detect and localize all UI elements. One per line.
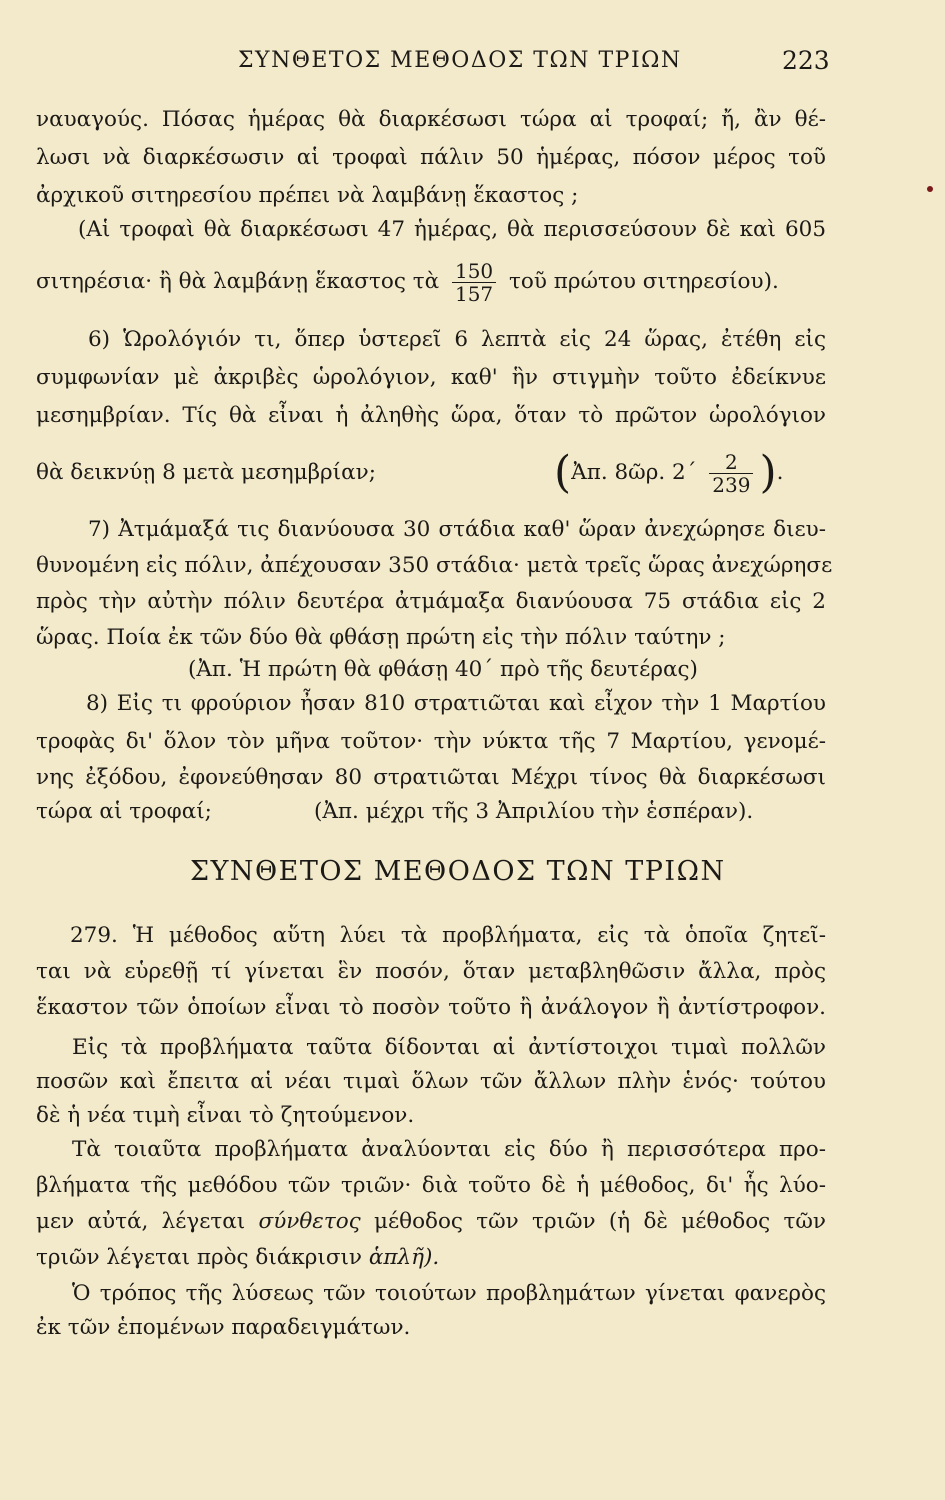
page-number: 223 bbox=[782, 46, 830, 75]
para279-line-3: ἕκαστον τῶν ὁποίων εἶναι τὸ ποσὸν τοῦτο ἢ ἀνάλογον ἢ ἀντίστροφον. bbox=[36, 995, 826, 1020]
ex5-answer-line: (Αἱ τροφαὶ θὰ διαρκέσωσι 47 ἡμέρας, θὰ περισσεύσουν δὲ καὶ 605 bbox=[78, 217, 826, 242]
ex7-line-2: θυνομένη εἰς πόλιν, ἀπέχουσαν 350 στάδια· μετὰ τρεῖς ὥρας ἀνεχώρησε bbox=[36, 553, 833, 578]
para279-line-8: βλήματα τῆς μεθόδου τῶν τριῶν· διὰ τοῦτο δὲ ἡ μέθοδος, δι' ἧς λύο- bbox=[36, 1173, 826, 1198]
section-title: ΣΥΝΘΕΤΟΣ ΜΕΘΟΔΟΣ ΤΩΝ ΤΡΙΩΝ bbox=[190, 856, 726, 887]
ex6-line-3: μεσημβρίαν. Τίς θὰ εἶναι ἡ ἀληθὴς ὥρα, ὅταν τὸ πρῶτον ὡρολόγιον bbox=[36, 403, 826, 428]
ex6-answer: (Ἀπ. 8ῶρ. 2΄ $\frac{2}{239}$ ). bbox=[554, 447, 784, 498]
ex6-line-4 bbox=[36, 448, 826, 498]
ex6-line-2: συμφωνίαν μὲ ἀκριβὲς ὡρολόγιον, καθ' ἣν στιγμὴν τοῦτο ἐδείκνυε bbox=[36, 365, 826, 390]
ink-speck bbox=[927, 186, 933, 192]
term-haple: ἁπλῆ). bbox=[368, 1245, 440, 1270]
ex5-answer-fraction-line bbox=[36, 258, 826, 306]
running-title: ΣΥΝΘΕΤΟΣ ΜΕΘΟΔΟΣ ΤΩΝ ΤΡΙΩΝ bbox=[238, 48, 682, 73]
para279-line-10 bbox=[36, 1244, 826, 1272]
para279-line-10-pre: τριῶν λέγεται πρὸς διάκρισιν bbox=[36, 1245, 362, 1270]
ex8-answer: (Ἀπ. μέχρι τῆς 3 Ἀπριλίου τὴν ἑσπέραν). bbox=[314, 799, 754, 824]
answer-open-paren: ( bbox=[554, 447, 572, 498]
ex7-line-1: 7) Ἀτμάμαξά τις διανύουσα 30 στάδια καθ' ὥραν ἀνεχώρησε διευ- bbox=[88, 517, 826, 542]
ex5-line-1: ναυαγούς. Πόσας ἡμέρας θὰ διαρκέσωσι τώρα αἱ τροφαί; ἤ, ἂν θέ- bbox=[36, 107, 826, 132]
ex7-line-4: ὥρας. Ποία ἐκ τῶν δύο θὰ φθάσῃ πρώτη εἰς τὴν πόλιν ταύτην ; bbox=[36, 625, 726, 650]
para279-line-1-text: Ἡ μέθοδος αὕτη λύει τὰ προβλήματα, εἰς τὰ ὁποῖα ζητεῖ- bbox=[132, 923, 827, 948]
para279-line-9-post: μέθοδος τῶν τριῶν (ἡ δὲ μέθοδος τῶν bbox=[374, 1209, 826, 1234]
fraction-numerator: 2 bbox=[709, 451, 753, 474]
ex6-question-end: θὰ δεικνύῃ 8 μετὰ μεσημβρίαν; bbox=[36, 460, 376, 485]
fraction-denominator: 239 bbox=[712, 472, 751, 497]
para279-line-6: δὲ ἡ νέα τιμὴ εἶναι τὸ ζητούμενον. bbox=[36, 1103, 415, 1128]
ex8-line-4 bbox=[36, 798, 826, 826]
ex7-line-3: πρὸς τὴν αὐτὴν πόλιν δευτέρα ἀτμάμαξα διανύουσα 75 στάδια εἰς 2 bbox=[36, 589, 826, 614]
ex5-answer-text-post: τοῦ πρώτου σιτηρεσίου). bbox=[509, 269, 779, 294]
answer-close-paren: ) bbox=[759, 447, 777, 498]
para279-line-4: Εἰς τὰ προβλήματα ταῦτα δίδονται αἱ ἀντίστοιχοι τιμαὶ πολλῶν bbox=[72, 1035, 826, 1060]
para279-line-2: ται νὰ εὑρεθῇ τί γίνεται ἓν ποσόν, ὅταν μεταβληθῶσιν ἄλλα, πρὸς bbox=[36, 959, 826, 984]
ex8-question-end: τώρα αἱ τροφαί; bbox=[36, 799, 212, 824]
fraction-2-239 bbox=[709, 451, 753, 496]
para279-line-5: ποσῶν καὶ ἔπειτα αἱ νέαι τιμαὶ ὅλων τῶν ἄλλων πλὴν ἑνός· τούτου bbox=[36, 1069, 826, 1094]
term-synthetos: σύνθετος bbox=[258, 1209, 361, 1234]
para279-line-9 bbox=[36, 1208, 826, 1236]
ex5-answer-text-pre: σιτηρέσια· ἢ θὰ λαμβάνῃ ἕκαστος τὰ bbox=[36, 269, 440, 294]
ex6-line-1: 6) Ὡρολόγιόν τι, ὅπερ ὑστερεῖ 6 λεπτὰ εἰς 24 ὥρας, ἐτέθη εἰς bbox=[88, 327, 826, 352]
page-header bbox=[0, 46, 945, 82]
para279-line-9-pre: μεν αὐτά, λέγεται bbox=[36, 1209, 246, 1234]
ex7-answer: (Ἀπ. Ἡ πρώτη θὰ φθάσῃ 40΄ πρὸ τῆς δευτέρας) bbox=[188, 657, 698, 682]
fraction-numerator: 150 bbox=[452, 260, 496, 283]
ex8-line-3: νης ἐξόδου, ἐφονεύθησαν 80 στρατιῶται Μέχρι τίνος θὰ διαρκέσωσι bbox=[36, 765, 826, 790]
para279-line-11: Ὁ τρόπος τῆς λύσεως τῶν τοιούτων προβλημάτων γίνεται φανερὸς bbox=[72, 1281, 826, 1306]
ex5-line-2: λωσι νὰ διαρκέσωσιν αἱ τροφαὶ πάλιν 50 ἡμέρας, πόσον μέρος τοῦ bbox=[36, 145, 826, 170]
ex8-line-2: τροφὰς δι' ὅλον τὸν μῆνα τοῦτον· τὴν νύκτα τῆς 7 Μαρτίου, γενομέ- bbox=[36, 729, 826, 754]
ex5-line-3: ἀρχικοῦ σιτηρεσίου πρέπει νὰ λαμβάνῃ ἕκαστος ; bbox=[36, 183, 579, 208]
para279-line-12: ἐκ τῶν ἑπομένων παραδειγμάτων. bbox=[36, 1315, 411, 1340]
paragraph-number: 279. bbox=[70, 923, 118, 948]
ex8-line-1: 8) Εἰς τι φρούριον ἦσαν 810 στρατιῶται καὶ εἶχον τὴν 1 Μαρτίου bbox=[86, 691, 826, 716]
fraction-denominator: 157 bbox=[454, 281, 494, 306]
para279-line-7: Τὰ τοιαῦτα προβλήματα ἀναλύονται εἰς δύο ἢ περισσότερα προ- bbox=[72, 1137, 826, 1162]
ex6-answer-text: Ἀπ. 8ῶρ. 2΄ bbox=[571, 460, 697, 485]
para279-line-1 bbox=[70, 922, 826, 950]
fraction-150-157 bbox=[452, 260, 496, 305]
